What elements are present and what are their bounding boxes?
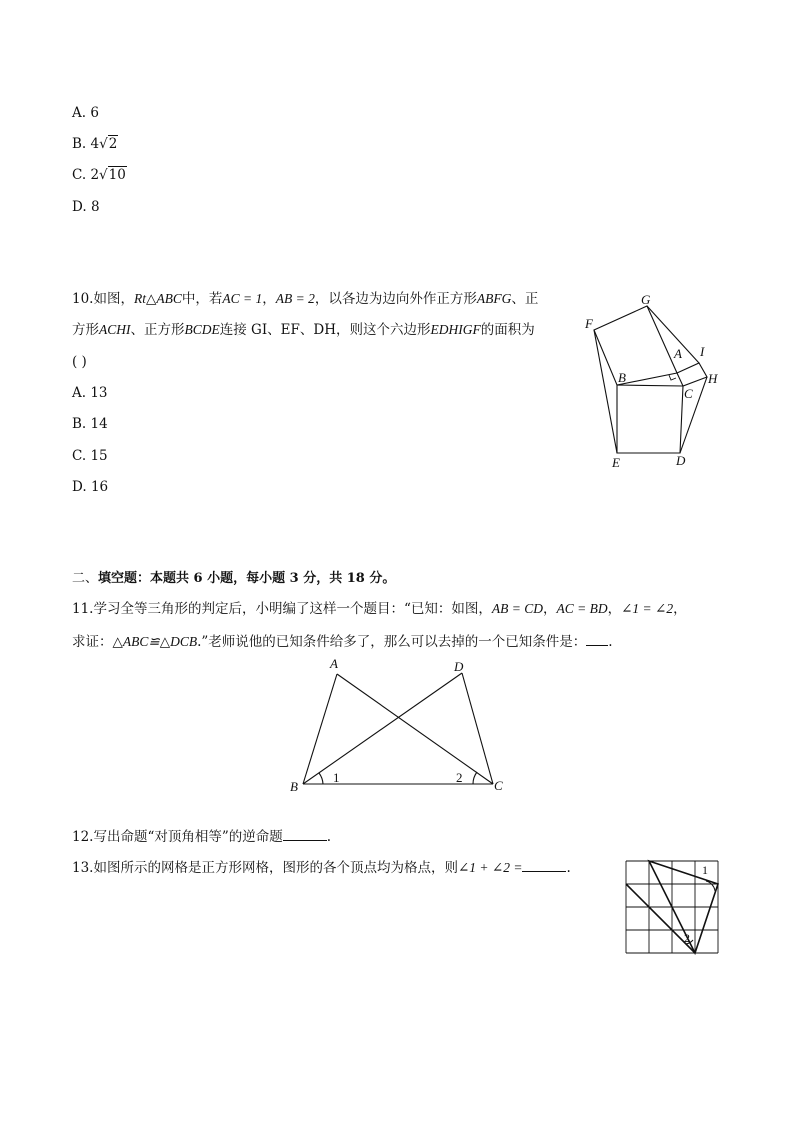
label-h: H bbox=[708, 371, 718, 386]
angle-label-2: 2 bbox=[684, 931, 690, 945]
stem-text: . bbox=[326, 829, 332, 845]
label-i: I bbox=[700, 344, 705, 359]
math-expr: EDHIGF bbox=[430, 322, 481, 337]
q10-stem-line1 bbox=[72, 290, 538, 308]
sqrt-symbol: √10 bbox=[99, 167, 126, 183]
option-value: 15 bbox=[90, 448, 108, 464]
math-expr: ACHI bbox=[99, 322, 131, 337]
option-letter: A. bbox=[72, 385, 87, 401]
question-number: 13. bbox=[72, 860, 94, 876]
label-d: D bbox=[454, 659, 464, 674]
stem-text: . bbox=[608, 634, 613, 650]
square-bcde bbox=[617, 385, 683, 453]
stem-text: 学习全等三角形的判定后，小明编了这样一个题目：“已知：如图， bbox=[93, 601, 492, 617]
q11-stem-line1 bbox=[72, 600, 687, 618]
stem-text: . bbox=[566, 860, 571, 876]
question-number: 11. bbox=[72, 601, 94, 617]
label-a: A bbox=[674, 346, 682, 361]
angle-arc-2 bbox=[473, 772, 477, 784]
label-d: D bbox=[676, 453, 686, 468]
math-expr: ∠1 = ∠2 bbox=[621, 601, 674, 616]
option-value: 6 bbox=[90, 105, 99, 121]
option-coef: 4 bbox=[90, 136, 100, 152]
square-achi bbox=[677, 363, 707, 386]
stem-text: ， bbox=[673, 601, 687, 617]
angle-arc-1 bbox=[319, 773, 323, 784]
math-expr: AC = BD bbox=[556, 601, 608, 616]
answer-blank[interactable] bbox=[283, 828, 327, 841]
option-value: 14 bbox=[90, 416, 108, 432]
q10-option-d[interactable] bbox=[72, 478, 108, 496]
question-number: 12. bbox=[72, 829, 94, 845]
option-letter: D. bbox=[72, 479, 87, 495]
stem-text: ，以各边为边向外作正方形 bbox=[314, 291, 477, 307]
section-heading bbox=[72, 570, 395, 588]
stem-text: 如图， bbox=[93, 291, 134, 307]
q13-stem bbox=[72, 859, 571, 877]
q10-option-c[interactable] bbox=[72, 447, 108, 465]
segment-ab bbox=[303, 674, 337, 784]
math-expr: AB = 2 bbox=[275, 291, 315, 306]
label-g: G bbox=[641, 292, 651, 307]
answer-blank[interactable] bbox=[586, 633, 608, 646]
q9-option-b[interactable] bbox=[72, 135, 118, 153]
segment-bd bbox=[303, 673, 462, 784]
stem-text: .”老师说他的已知条件给多了，那么可以去掉的一个已知条件是： bbox=[197, 634, 587, 650]
stem-text: 方形 bbox=[72, 322, 99, 338]
square-abfg bbox=[594, 306, 677, 385]
q10-stem-line2 bbox=[72, 321, 535, 339]
stem-text: 写出命题“对顶角相等”的逆命题 bbox=[93, 829, 283, 845]
answer-blank[interactable] bbox=[522, 859, 566, 872]
sqrt-symbol: √2 bbox=[99, 136, 118, 152]
q10-option-b[interactable] bbox=[72, 415, 108, 433]
math-expr: Rt△ABC bbox=[133, 291, 182, 306]
option-value: 8 bbox=[90, 199, 100, 215]
right-angle-mark bbox=[669, 375, 676, 380]
q9-option-c[interactable] bbox=[72, 166, 127, 184]
q11-stem-line2 bbox=[72, 633, 613, 651]
label-f: F bbox=[585, 316, 593, 331]
math-expr: ∠1 + ∠2 = bbox=[457, 860, 523, 875]
q13-grid-figure bbox=[620, 855, 725, 960]
option-letter: C. bbox=[72, 167, 87, 183]
stem-text: 的面积为 bbox=[480, 322, 535, 338]
math-expr: AC = 1 bbox=[222, 291, 263, 306]
stem-text: 连接 GI、EF、DH，则这个六边形 bbox=[219, 322, 431, 338]
q12-stem bbox=[72, 828, 331, 846]
stem-text: ， bbox=[262, 291, 276, 307]
label-e: E bbox=[612, 455, 620, 470]
math-expr: AB = CD bbox=[491, 601, 543, 616]
label-c: C bbox=[684, 386, 693, 401]
q9-option-a[interactable] bbox=[72, 104, 99, 122]
segment-cd bbox=[462, 673, 493, 784]
option-letter: B. bbox=[72, 416, 87, 432]
stem-text: 中，若 bbox=[181, 291, 223, 307]
label-b: B bbox=[618, 370, 626, 385]
stem-text: 、正 bbox=[511, 291, 539, 307]
angle-label-2: 2 bbox=[456, 770, 463, 785]
option-value: 16 bbox=[90, 479, 109, 495]
segment-gi bbox=[647, 306, 699, 363]
question-number: 10. bbox=[72, 291, 94, 307]
q11-figure bbox=[285, 655, 515, 795]
angle-label-1: 1 bbox=[333, 770, 340, 785]
section-prefix: 二、 bbox=[72, 571, 99, 586]
label-a: A bbox=[330, 656, 338, 671]
angle-label-1: 1 bbox=[702, 863, 708, 877]
option-radicand: 10 bbox=[108, 167, 126, 183]
q10-figure bbox=[580, 288, 725, 473]
section-title: 填空题：本题共 6 小题，每小题 3 分，共 18 分。 bbox=[98, 571, 396, 586]
label-c: C bbox=[494, 778, 503, 793]
option-letter: D. bbox=[72, 199, 87, 215]
option-letter: A. bbox=[72, 105, 87, 121]
segment-ef bbox=[594, 330, 617, 453]
q9-option-d[interactable] bbox=[72, 198, 100, 216]
math-expr: ABFG bbox=[476, 291, 512, 306]
option-letter: C. bbox=[72, 448, 87, 464]
stem-text: ， bbox=[543, 601, 557, 617]
answer-paren: ( ) bbox=[72, 354, 87, 370]
stem-text: 求证： bbox=[72, 634, 113, 650]
math-expr: △ABC≌△DCB bbox=[112, 634, 198, 649]
segment-ac bbox=[337, 674, 493, 784]
stem-text: 如图所示的网格是正方形网格，图形的各个顶点均为格点，则 bbox=[93, 860, 458, 876]
option-value: 13 bbox=[90, 385, 108, 401]
q10-option-a[interactable] bbox=[72, 384, 108, 402]
math-expr: BCDE bbox=[184, 322, 220, 337]
option-letter: B. bbox=[72, 136, 87, 152]
option-coef: 2 bbox=[90, 167, 100, 183]
label-b: B bbox=[290, 779, 298, 794]
option-radicand: 2 bbox=[108, 136, 118, 152]
stem-text: 、正方形 bbox=[130, 322, 185, 338]
stem-text: ， bbox=[607, 601, 622, 617]
